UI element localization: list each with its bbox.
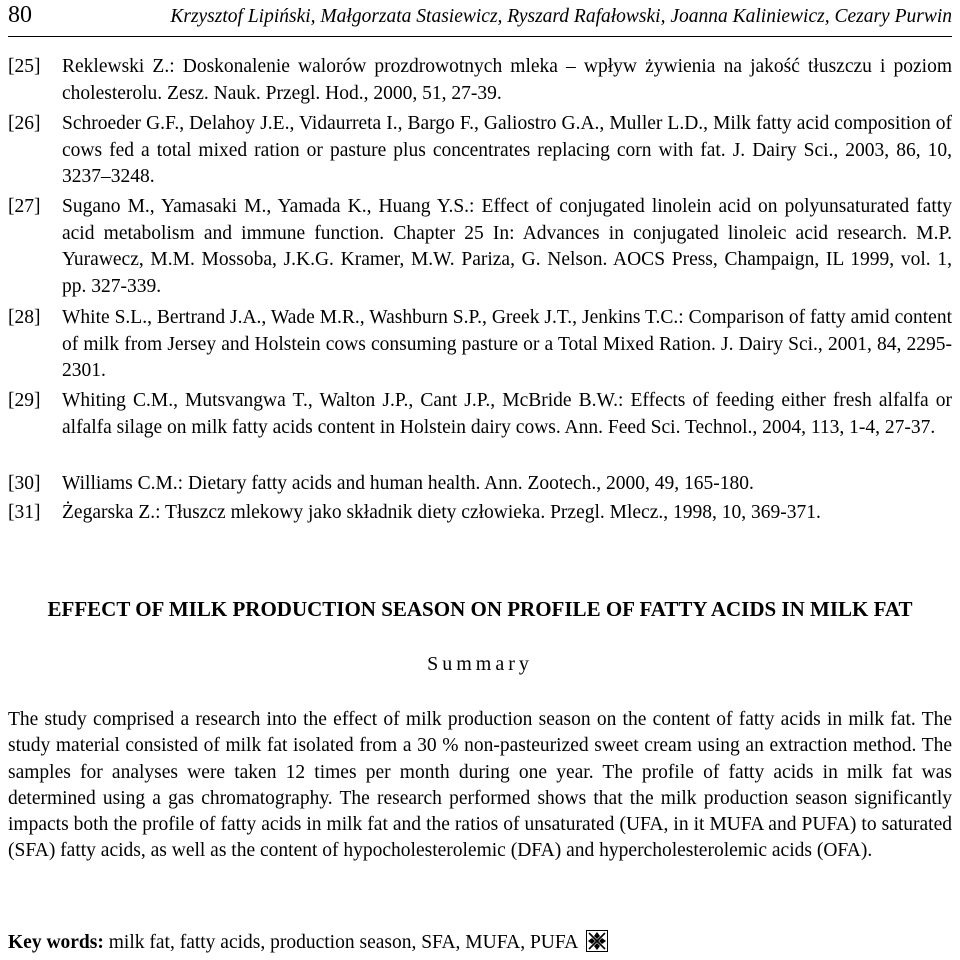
reference-number: [31] [8, 502, 41, 523]
keywords-text: milk fat, fatty acids, production season, SFA, MUFA, PUFA [108, 932, 578, 953]
keywords-line [8, 930, 608, 958]
abstract-text: The study comprised a research into the effect of milk production season on the content of fatty acids in milk fat. The study material consisted of milk fat isolated from a 30 % non-pasteurized sweet cream using an extraction method. The samples for analyses were taken 12 times per month during one year. The profile of fatty acids in milk fat was determined using a gas chromatography. The research performed shows that the milk production season significantly impacts both the profile of fatty acids in milk fat and the ratios of unsaturated (UFA, in it MUFA and PUFA) to saturated (SFA) fatty acids, as well as the content of hypocholesterolemic (DFA) and hypercholesterolemic acids (OFA). [8, 709, 952, 862]
reference-text: Schroeder G.F., Delahoy J.E., Vidaurreta I., Bargo F., Galiostro G.A., Muller L.D., Milk fatty acid composition of cows fed a total mixed ration or pasture plus concentrates replacing corn with fat. J. Dairy Sci., 2003, 86, 10, 3237–3248. [62, 113, 952, 187]
keywords-label: Key words: [8, 932, 104, 953]
reference-text: White S.L., Bertrand J.A., Wade M.R., Washburn S.P., Greek J.T., Jenkins T.C.: Comparison of fatty amid content of milk from Jersey and Holstein cows consuming pasture or a Total Mixed Ration. J. Dairy Sci., 2001, 84, 2295-2301. [62, 307, 952, 381]
reference-number: [25] [8, 56, 41, 77]
reference-text: Whiting C.M., Mutsvangwa T., Walton J.P., Cant J.P., McBride B.W.: Effects of feeding either fresh alfalfa or alfalfa silage on milk fatty acids content in Holstein dairy cows. Ann. Feed Sci. Technol., 2004, 113, 1-4, 27-37. [62, 390, 952, 438]
page-header [8, 2, 952, 37]
summary-subtitle: Summary [427, 653, 533, 675]
running-head-authors: Krzysztof Lipiński, Małgorzata Stasiewicz, Ryszard Rafałowski, Joanna Kaliniewicz, Cezary Purwin [170, 6, 952, 27]
reference-text: Sugano M., Yamasaki M., Yamada K., Huang Y.S.: Effect of conjugated linolein acid on polyunsaturated fatty acid metabolism and immune function. Chapter 25 In: Advances in conjugated linoleic acid research. M.P. Yurawecz, M.M. Mossoba, J.K.G. Kramer, M.W. Pariza, G. Nelson. AOCS Press, Champaign, IL 1999, vol. 1, pp. 327-339. [62, 196, 952, 297]
page-number: 80 [8, 2, 32, 28]
reference-text: Żegarska Z.: Tłuszcz mlekowy jako składnik diety człowieka. Przegl. Mlecz., 1998, 10, 369-371. [62, 502, 821, 523]
summary-title: EFFECT OF MILK PRODUCTION SEASON ON PROFILE OF FATTY ACIDS IN MILK FAT [47, 597, 913, 621]
reference-number: [26] [8, 113, 41, 134]
reference-number: [27] [8, 196, 41, 217]
reference-text: Reklewski Z.: Doskonalenie walorów prozdrowotnych mleka – wpływ żywienia na jakość tłuszczu i poziom cholesterolu. Zesz. Nauk. Przegl. Hod., 2000, 51, 27-39. [62, 56, 952, 104]
reference-number: [30] [8, 473, 41, 494]
reference-number: [28] [8, 307, 41, 328]
decorative-flower-icon [586, 930, 608, 958]
reference-text: Williams C.M.: Dietary fatty acids and human health. Ann. Zootech., 2000, 49, 165-180. [62, 473, 754, 494]
reference-number: [29] [8, 390, 41, 411]
